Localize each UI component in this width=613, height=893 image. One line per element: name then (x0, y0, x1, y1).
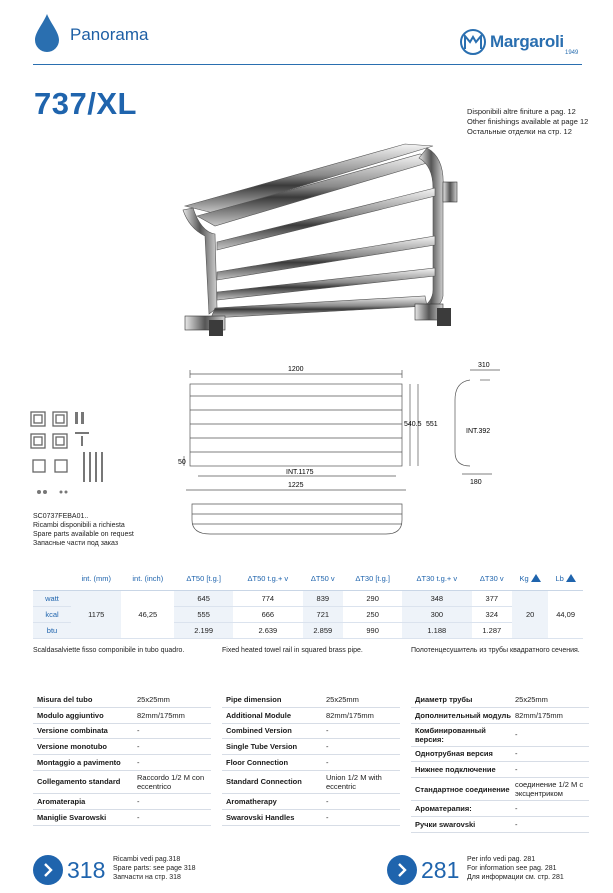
detail-value: - (137, 726, 140, 736)
cell: 645 (174, 590, 233, 606)
detail-row (411, 724, 589, 747)
detail-value: 82mm/175mm (326, 710, 374, 720)
detail-row (411, 817, 589, 833)
cell: 774 (233, 590, 302, 606)
detail-row (33, 755, 211, 771)
details-en (222, 692, 400, 826)
weight-icon (566, 574, 576, 582)
detail-value: 25x25mm (137, 694, 170, 704)
description-en: Fixed heated towel rail in squared brass pipe. (222, 647, 363, 654)
detail-value: - (515, 749, 518, 759)
spare-line-en: Spare parts available on request (33, 531, 134, 538)
dim-width-top: 1200 (288, 366, 304, 373)
description-it: Scaldasalviette fisso componibile in tubo quadro. (33, 647, 185, 654)
detail-row (33, 794, 211, 810)
series-title: Panorama (70, 25, 149, 44)
detail-key: Ручки swarovski (415, 819, 476, 829)
dim-depth-int: INT.392 (466, 428, 491, 435)
brand-year: 1949 (565, 50, 579, 56)
detail-key: Misura del tubo (37, 694, 93, 704)
dim-depth-bottom: 180 (470, 479, 482, 486)
dim-height-a: 540.5 (404, 421, 422, 428)
detail-key: Collegamento standard (37, 777, 121, 787)
cell: 300 (402, 606, 471, 622)
col-dt50-tg: ΔT50 [t.g.] (174, 568, 233, 590)
detail-value: - (515, 765, 518, 775)
detail-value: Raccordo 1/2 M con eccentrico (137, 772, 205, 791)
detail-row (222, 771, 400, 794)
cell: 348 (402, 590, 471, 606)
cell-lb: 44,09 (548, 590, 583, 638)
cell: 250 (343, 606, 402, 622)
cell-int-inch: 46,25 (121, 590, 174, 638)
page-link-button-281[interactable] (387, 855, 417, 885)
detail-value: - (326, 742, 329, 752)
detail-key: Maniglie Svarowski (37, 812, 107, 822)
cell: 2.859 (303, 622, 344, 638)
footer-right-line: For information see pag. 281 (467, 865, 557, 872)
cell: 2.199 (174, 622, 233, 638)
detail-key: Swarovski Handles (226, 812, 295, 822)
description-ru: Полотенцесушитель из трубы квадратного сечения. (411, 647, 580, 654)
detail-row (222, 794, 400, 810)
detail-key: Versione combinata (37, 726, 108, 736)
dim-width-bottom: 1225 (288, 482, 304, 489)
detail-value: - (326, 726, 329, 736)
footer-right-line: Per info vedi pag. 281 (467, 856, 536, 863)
dim-depth-top: 310 (478, 362, 490, 369)
finishes-line-it: Disponibili altre finiture a pag. 12 (467, 107, 576, 116)
spare-parts-note (33, 512, 134, 548)
cell: 839 (303, 590, 344, 606)
detail-key: Aromaterapia (37, 796, 86, 806)
detail-value: - (515, 819, 518, 829)
detail-value: - (326, 758, 329, 768)
detail-key: Однотрубная версия (415, 749, 493, 759)
detail-value: соединение 1/2 M с эксцентриком (515, 780, 584, 799)
col-dt50-tgv: ΔT50 t.g.+ v (233, 568, 302, 590)
spare-line-ru: Запасные части под заказ (33, 540, 119, 547)
chevron-right-icon (33, 855, 63, 885)
detail-row (411, 708, 589, 724)
detail-value: Union 1/2 M with eccentric (326, 772, 382, 791)
detail-value: 82mm/175mm (515, 710, 563, 720)
detail-key: Versione monotubo (37, 742, 108, 752)
spare-parts-icon (29, 408, 114, 503)
chevron-right-icon (387, 855, 417, 885)
water-drop-icon (33, 12, 61, 52)
col-dt30-tgv: ΔT30 t.g.+ v (402, 568, 471, 590)
detail-value: - (515, 804, 518, 814)
model-title: 737/XL (34, 86, 137, 121)
detail-key: Комбинированный версия: (415, 725, 486, 744)
detail-row (33, 771, 211, 794)
footer-left-line: Ricambi vedi pag.318 (113, 856, 181, 863)
cell: 1.188 (402, 622, 471, 638)
page-link-button-318[interactable] (33, 855, 63, 885)
finishes-line-ru: Остальные отделки на стр. 12 (467, 127, 572, 136)
col-lb: Lb (548, 568, 583, 590)
detail-value: 82mm/175mm (137, 710, 185, 720)
detail-row (33, 810, 211, 826)
weight-icon (531, 574, 541, 582)
detail-row (33, 708, 211, 724)
towel-rail-photo (175, 118, 470, 348)
cell: 2.639 (233, 622, 302, 638)
detail-row (411, 747, 589, 763)
detail-row (411, 801, 589, 817)
brand-name: Margaroli (490, 32, 564, 51)
col-int-mm: int. (mm) (71, 568, 121, 590)
spare-line-it: Ricambi disponibili a richiesta (33, 522, 125, 529)
cell: 324 (472, 606, 513, 622)
header-divider (33, 64, 582, 65)
col-blank (33, 568, 71, 590)
detail-value: 25x25mm (515, 694, 548, 704)
detail-key: Modulo aggiuntivo (37, 710, 104, 720)
detail-row (33, 692, 211, 708)
table-row (33, 590, 583, 606)
dim-width-int: INT.1175 (286, 469, 314, 476)
detail-row (411, 692, 589, 708)
detail-key: Диаметр трубы (415, 694, 473, 704)
col-kg: Kg (512, 568, 548, 590)
detail-value: - (137, 742, 140, 752)
col-int-inch: int. (inch) (121, 568, 174, 590)
detail-key: Ароматерапия: (415, 804, 472, 814)
footer-page-left[interactable]: 318 (67, 857, 106, 883)
detail-value: - (515, 730, 518, 740)
spec-table (33, 568, 583, 639)
cell-kg: 20 (512, 590, 548, 638)
details-it (33, 692, 211, 826)
cell: 555 (174, 606, 233, 622)
detail-row (222, 692, 400, 708)
detail-row (33, 739, 211, 755)
col-dt30-tg: ΔT30 [t.g.] (343, 568, 402, 590)
detail-value: 25x25mm (326, 694, 359, 704)
detail-key: Aromatherapy (226, 796, 277, 806)
spare-code: SC0737FEBA01.. (33, 513, 89, 520)
footer-left-line: Запчасти на стр. 318 (113, 874, 181, 881)
finishes-line-en: Other finishings available at page 12 (467, 117, 589, 126)
detail-value: - (137, 812, 140, 822)
col-dt30-v: ΔT30 v (472, 568, 513, 590)
dim-offset-left: 50 (178, 459, 186, 466)
detail-row (222, 708, 400, 724)
row-label: watt (33, 590, 71, 606)
detail-value: - (326, 796, 329, 806)
detail-key: Single Tube Version (226, 742, 298, 752)
dim-height-b: 551 (426, 421, 438, 428)
detail-key: Стандартное соединение (415, 784, 510, 794)
cell: 290 (343, 590, 402, 606)
footer-right-line: Для информации см. стр. 281 (467, 874, 564, 881)
detail-key: Floor Connection (226, 758, 289, 768)
col-dt50-v: ΔT50 v (303, 568, 344, 590)
cell: 666 (233, 606, 302, 622)
detail-key: Нижнее подключение (415, 765, 496, 775)
detail-key: Standard Connection (226, 777, 302, 787)
cell: 1.287 (472, 622, 513, 638)
detail-value: - (326, 812, 329, 822)
detail-key: Pipe dimension (226, 694, 282, 704)
footer-note-left (113, 855, 196, 882)
detail-key: Combined Version (226, 726, 292, 736)
details-ru (411, 692, 589, 833)
detail-row (411, 762, 589, 778)
cell: 377 (472, 590, 513, 606)
footer-page-right[interactable]: 281 (421, 857, 460, 883)
cell: 721 (303, 606, 344, 622)
detail-key: Дополнительный модуль (415, 710, 511, 720)
row-label: btu (33, 622, 71, 638)
detail-row (222, 755, 400, 771)
footer-note-right (467, 855, 564, 882)
detail-row (33, 724, 211, 740)
footer-left-line: Spare parts: see page 318 (113, 865, 196, 872)
detail-value: - (137, 796, 140, 806)
cell: 990 (343, 622, 402, 638)
row-label: kcal (33, 606, 71, 622)
detail-row (222, 739, 400, 755)
technical-drawing (170, 356, 500, 556)
cell-int-mm: 1175 (71, 590, 121, 638)
detail-key: Montaggio a pavimento (37, 758, 121, 768)
detail-key: Additional Module (226, 710, 291, 720)
finishes-note (467, 107, 588, 137)
detail-row (411, 778, 589, 801)
detail-row (222, 724, 400, 740)
detail-row (222, 810, 400, 826)
detail-value: - (137, 758, 140, 768)
